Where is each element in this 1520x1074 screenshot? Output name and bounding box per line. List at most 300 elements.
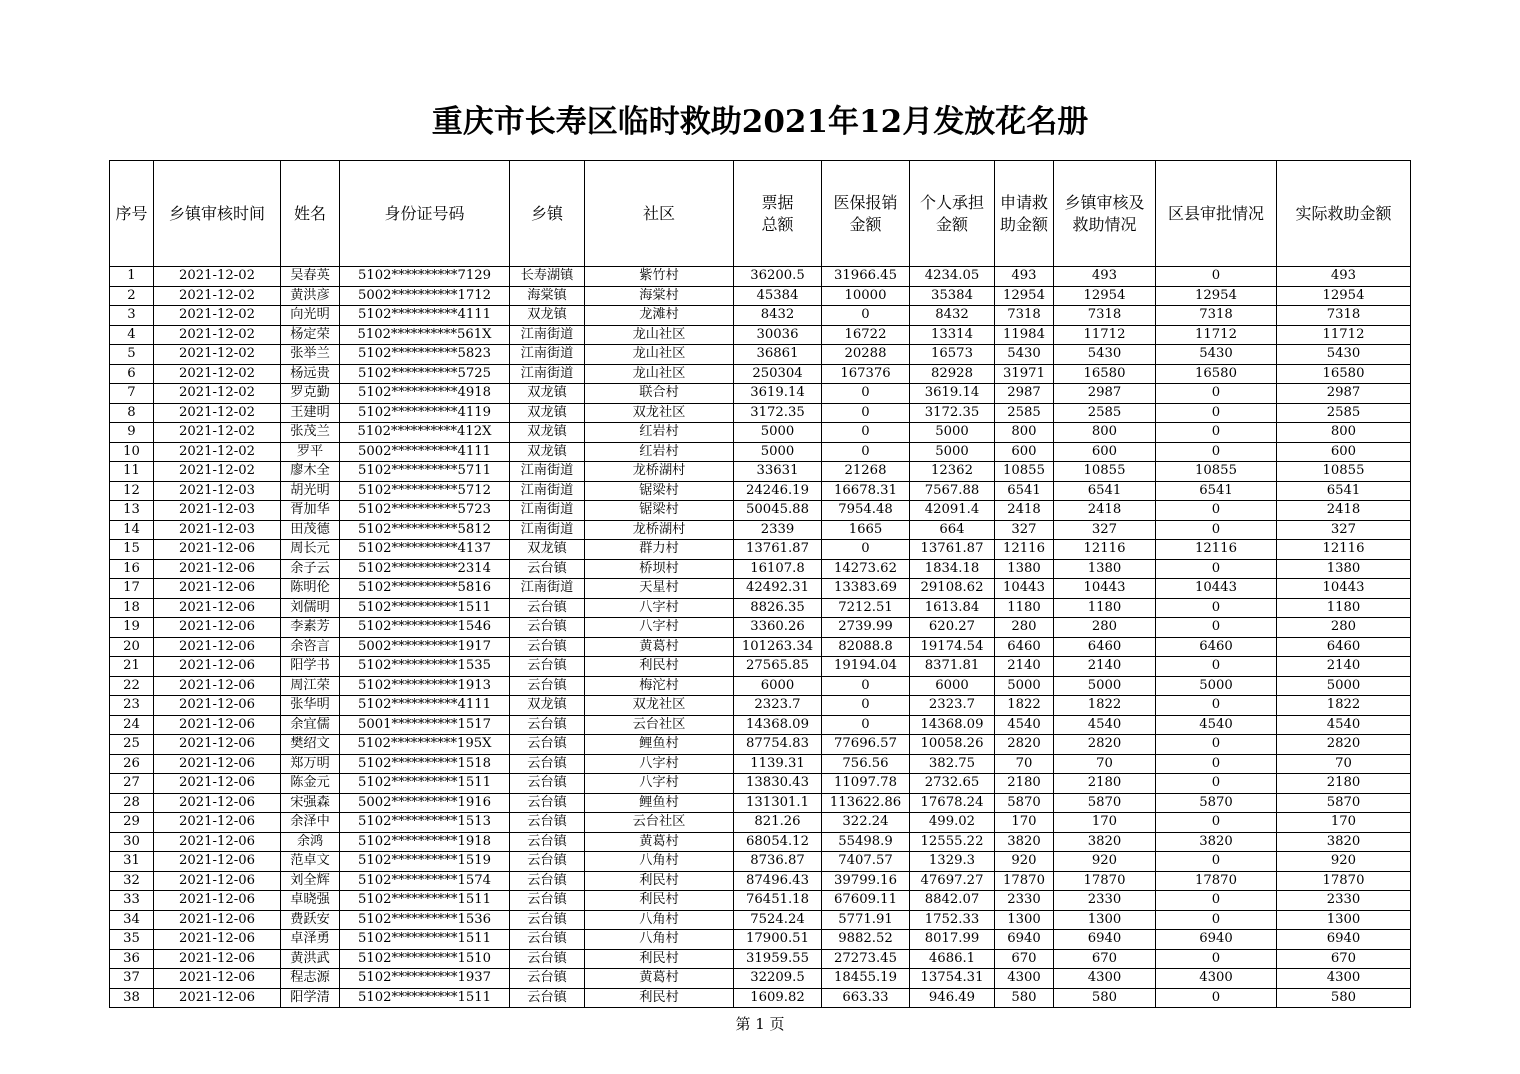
table-cell: 2739.99 (822, 618, 910, 638)
table-cell: 756.56 (822, 754, 910, 774)
table-cell: 8432 (910, 306, 995, 326)
table-cell: 77696.57 (822, 735, 910, 755)
table-cell: 2330 (1277, 891, 1411, 911)
table-cell: 5102**********1535 (340, 657, 510, 677)
table-cell: 4540 (1277, 715, 1411, 735)
table-cell: 16580 (1156, 364, 1277, 384)
table-cell: 4300 (1054, 969, 1156, 989)
table-cell: 2732.65 (910, 774, 995, 794)
table-cell: 0 (822, 442, 910, 462)
table-cell: 167376 (822, 364, 910, 384)
column-header: 实际救助金额 (1277, 161, 1411, 267)
table-cell: 云台镇 (510, 754, 585, 774)
table-cell: 0 (822, 403, 910, 423)
table-cell: 利民村 (585, 988, 734, 1008)
table-cell: 胥加华 (281, 501, 340, 521)
table-row (110, 520, 1411, 540)
table-cell: 30036 (734, 325, 822, 345)
table-cell: 2021-12-02 (154, 325, 281, 345)
table-cell: 21268 (822, 462, 910, 482)
table-row (110, 696, 1411, 716)
table-cell: 云台镇 (510, 676, 585, 696)
table-cell: 3820 (1054, 832, 1156, 852)
table-cell: 70 (995, 754, 1054, 774)
table-cell: 17678.24 (910, 793, 995, 813)
table-cell: 2021-12-03 (154, 520, 281, 540)
table-cell: 4540 (995, 715, 1054, 735)
table-cell: 12555.22 (910, 832, 995, 852)
table-cell: 5000 (1054, 676, 1156, 696)
table-cell: 600 (1277, 442, 1411, 462)
table-cell: 382.75 (910, 754, 995, 774)
header-row (110, 161, 1411, 267)
table-cell: 0 (822, 696, 910, 716)
table-cell: 2987 (995, 384, 1054, 404)
table-cell: 云台镇 (510, 813, 585, 833)
table-row (110, 891, 1411, 911)
table-cell: 2021-12-06 (154, 949, 281, 969)
table-cell: 42492.31 (734, 579, 822, 599)
table-cell: 17870 (1054, 871, 1156, 891)
table-cell: 1609.82 (734, 988, 822, 1008)
table-cell: 11712 (1054, 325, 1156, 345)
table-cell: 5102**********1511 (340, 930, 510, 950)
table-cell: 42091.4 (910, 501, 995, 521)
table-cell: 云台镇 (510, 559, 585, 579)
table-cell: 向光明 (281, 306, 340, 326)
table-cell: 5102**********5712 (340, 481, 510, 501)
table-cell: 1613.84 (910, 598, 995, 618)
table-cell: 4234.05 (910, 267, 995, 287)
table-row (110, 345, 1411, 365)
table-cell: 卓晓强 (281, 891, 340, 911)
table-cell: 5000 (1277, 676, 1411, 696)
table-cell: 327 (1277, 520, 1411, 540)
table-cell: 6460 (1277, 637, 1411, 657)
table-cell: 4540 (1054, 715, 1156, 735)
table-cell: 1300 (995, 910, 1054, 930)
table-cell: 2021-12-06 (154, 793, 281, 813)
table-cell: 12954 (995, 286, 1054, 306)
table-cell: 8017.99 (910, 930, 995, 950)
table-cell: 13754.31 (910, 969, 995, 989)
table-cell: 群力村 (585, 540, 734, 560)
table-cell: 30 (110, 832, 154, 852)
table-cell: 493 (1054, 267, 1156, 287)
table-cell: 5102**********5823 (340, 345, 510, 365)
table-cell: 0 (1156, 598, 1277, 618)
table-row (110, 832, 1411, 852)
table-cell: 70 (1277, 754, 1411, 774)
table-cell: 33 (110, 891, 154, 911)
table-cell: 821.26 (734, 813, 822, 833)
table-cell: 16 (110, 559, 154, 579)
table-cell: 2021-12-06 (154, 676, 281, 696)
table-cell: 张举兰 (281, 345, 340, 365)
table-cell: 2021-12-02 (154, 345, 281, 365)
table-cell: 15 (110, 540, 154, 560)
table-cell: 19174.54 (910, 637, 995, 657)
table-cell: 云台镇 (510, 637, 585, 657)
table-cell: 云台镇 (510, 930, 585, 950)
table-cell: 4540 (1156, 715, 1277, 735)
table-cell: 余鸿 (281, 832, 340, 852)
table-cell: 锯梁村 (585, 481, 734, 501)
table-cell: 5102**********7129 (340, 267, 510, 287)
table-cell: 12116 (995, 540, 1054, 560)
table-cell: 2021-12-06 (154, 598, 281, 618)
table-cell: 36 (110, 949, 154, 969)
table-cell: 70 (1054, 754, 1156, 774)
table-cell: 13761.87 (910, 540, 995, 560)
table-cell: 20288 (822, 345, 910, 365)
table-cell: 38 (110, 988, 154, 1008)
table-cell: 5102**********5725 (340, 364, 510, 384)
table-cell: 5102**********1513 (340, 813, 510, 833)
table-cell: 江南街道 (510, 345, 585, 365)
table-cell: 2330 (995, 891, 1054, 911)
table-cell: 云台社区 (585, 715, 734, 735)
table-cell: 24 (110, 715, 154, 735)
table-cell: 4 (110, 325, 154, 345)
table-cell: 22 (110, 676, 154, 696)
table-cell: 5102**********1510 (340, 949, 510, 969)
table-cell: 5000 (910, 442, 995, 462)
table-cell: 280 (1054, 618, 1156, 638)
table-cell: 31971 (995, 364, 1054, 384)
table-cell: 2021-12-06 (154, 813, 281, 833)
table-cell: 27 (110, 774, 154, 794)
table-cell: 5102**********4119 (340, 403, 510, 423)
table-cell: 0 (1156, 403, 1277, 423)
table-row (110, 462, 1411, 482)
table-cell: 5870 (1156, 793, 1277, 813)
table-cell: 阳学书 (281, 657, 340, 677)
table-cell: 云台镇 (510, 657, 585, 677)
table-row (110, 384, 1411, 404)
table-cell: 2021-12-02 (154, 286, 281, 306)
table-cell: 陈金元 (281, 774, 340, 794)
table-cell: 4686.1 (910, 949, 995, 969)
table-cell: 5102**********4137 (340, 540, 510, 560)
table-cell: 5102**********1913 (340, 676, 510, 696)
table-cell: 5102**********1546 (340, 618, 510, 638)
table-cell: 670 (995, 949, 1054, 969)
table-cell: 5102**********1511 (340, 598, 510, 618)
table-cell: 0 (1156, 618, 1277, 638)
table-cell: 2021-12-03 (154, 501, 281, 521)
table-cell: 35384 (910, 286, 995, 306)
table-cell: 利民村 (585, 871, 734, 891)
table-cell: 13830.43 (734, 774, 822, 794)
table-cell: 580 (995, 988, 1054, 1008)
table-cell: 17900.51 (734, 930, 822, 950)
table-cell: 梅沱村 (585, 676, 734, 696)
table-cell: 程志源 (281, 969, 340, 989)
table-row (110, 637, 1411, 657)
table-cell: 2021-12-02 (154, 403, 281, 423)
table-cell: 800 (1277, 423, 1411, 443)
table-cell: 946.49 (910, 988, 995, 1008)
table-cell: 4300 (1277, 969, 1411, 989)
table-cell: 19 (110, 618, 154, 638)
table-cell: 8842.07 (910, 891, 995, 911)
table-header (110, 161, 1411, 267)
table-cell: 海棠镇 (510, 286, 585, 306)
table-cell: 1139.31 (734, 754, 822, 774)
table-cell: 0 (1156, 813, 1277, 833)
table-cell: 920 (995, 852, 1054, 872)
table-cell: 10443 (1156, 579, 1277, 599)
table-row (110, 286, 1411, 306)
table-cell: 76451.18 (734, 891, 822, 911)
table-cell: 3172.35 (910, 403, 995, 423)
table-cell: 2021-12-06 (154, 988, 281, 1008)
table-cell: 黄葛村 (585, 969, 734, 989)
column-header: 身份证号码 (340, 161, 510, 267)
table-cell: 10058.26 (910, 735, 995, 755)
table-cell: 2987 (1054, 384, 1156, 404)
table-cell: 7524.24 (734, 910, 822, 930)
table-cell: 0 (1156, 735, 1277, 755)
table-cell: 8371.81 (910, 657, 995, 677)
table-cell: 八字村 (585, 774, 734, 794)
table-cell: 6460 (1054, 637, 1156, 657)
table-cell: 16573 (910, 345, 995, 365)
table-cell: 17 (110, 579, 154, 599)
table-cell: 327 (1054, 520, 1156, 540)
table-cell: 11712 (1156, 325, 1277, 345)
table-cell: 82928 (910, 364, 995, 384)
table-cell: 双龙镇 (510, 403, 585, 423)
table-row (110, 657, 1411, 677)
table-cell: 2140 (1277, 657, 1411, 677)
table-cell: 双龙社区 (585, 403, 734, 423)
table-cell: 云台镇 (510, 910, 585, 930)
table-cell: 1822 (1054, 696, 1156, 716)
table-cell: 5002**********1712 (340, 286, 510, 306)
table-cell: 吴春英 (281, 267, 340, 287)
table-cell: 2021-12-06 (154, 930, 281, 950)
table-cell: 5000 (734, 423, 822, 443)
table-cell: 0 (1156, 501, 1277, 521)
table-cell: 87496.43 (734, 871, 822, 891)
table-cell: 云台社区 (585, 813, 734, 833)
table-cell: 江南街道 (510, 462, 585, 482)
table-cell: 黄葛村 (585, 832, 734, 852)
table-cell: 刘儒明 (281, 598, 340, 618)
table-cell: 鲤鱼村 (585, 735, 734, 755)
table-cell: 双龙镇 (510, 384, 585, 404)
table-cell: 17870 (995, 871, 1054, 891)
table-cell: 170 (995, 813, 1054, 833)
table-cell: 28 (110, 793, 154, 813)
table-cell: 余泽中 (281, 813, 340, 833)
table-cell: 余子云 (281, 559, 340, 579)
table-cell: 10855 (1054, 462, 1156, 482)
table-cell: 12116 (1156, 540, 1277, 560)
table-cell: 37 (110, 969, 154, 989)
table-cell: 红岩村 (585, 423, 734, 443)
table-body (110, 267, 1411, 1008)
table-cell: 龙桥湖村 (585, 520, 734, 540)
table-cell: 2021-12-06 (154, 579, 281, 599)
table-cell: 云台镇 (510, 618, 585, 638)
table-cell: 5102**********5711 (340, 462, 510, 482)
table-cell: 刘全辉 (281, 871, 340, 891)
table-cell: 6940 (995, 930, 1054, 950)
table-cell: 87754.83 (734, 735, 822, 755)
table-cell: 宋强森 (281, 793, 340, 813)
table-row (110, 325, 1411, 345)
table-cell: 王建明 (281, 403, 340, 423)
table-cell: 2585 (1277, 403, 1411, 423)
table-cell: 云台镇 (510, 793, 585, 813)
table-cell: 0 (1156, 657, 1277, 677)
table-cell: 7318 (1277, 306, 1411, 326)
table-cell: 2021-12-06 (154, 871, 281, 891)
table-cell: 3820 (995, 832, 1054, 852)
table-cell: 25 (110, 735, 154, 755)
table-cell: 鲤鱼村 (585, 793, 734, 813)
table-cell: 5000 (995, 676, 1054, 696)
table-cell: 双龙镇 (510, 540, 585, 560)
table-cell: 55498.9 (822, 832, 910, 852)
table-cell: 2820 (995, 735, 1054, 755)
table-cell: 2140 (1054, 657, 1156, 677)
table-cell: 322.24 (822, 813, 910, 833)
table-row (110, 423, 1411, 443)
table-cell: 3360.26 (734, 618, 822, 638)
table-cell: 10855 (1277, 462, 1411, 482)
table-cell: 12362 (910, 462, 995, 482)
table-cell: 5102**********1918 (340, 832, 510, 852)
table-cell: 8 (110, 403, 154, 423)
table-cell: 2323.7 (910, 696, 995, 716)
table-cell: 江南街道 (510, 325, 585, 345)
table-cell: 13314 (910, 325, 995, 345)
table-cell: 23 (110, 696, 154, 716)
table-cell: 18455.19 (822, 969, 910, 989)
table-cell: 493 (995, 267, 1054, 287)
table-cell: 20 (110, 637, 154, 657)
table-cell: 3820 (1277, 832, 1411, 852)
table-cell: 29108.62 (910, 579, 995, 599)
table-cell: 13383.69 (822, 579, 910, 599)
table-row (110, 813, 1411, 833)
table-cell: 3619.14 (734, 384, 822, 404)
table-cell: 周长元 (281, 540, 340, 560)
table-cell: 12 (110, 481, 154, 501)
table-cell: 5 (110, 345, 154, 365)
table-cell: 21 (110, 657, 154, 677)
table-cell: 黄葛村 (585, 637, 734, 657)
table-cell: 0 (1156, 852, 1277, 872)
table-cell: 9882.52 (822, 930, 910, 950)
table-cell: 6000 (734, 676, 822, 696)
table-cell: 八字村 (585, 598, 734, 618)
table-cell: 4300 (995, 969, 1054, 989)
table-cell: 7 (110, 384, 154, 404)
table-cell: 2820 (1277, 735, 1411, 755)
table-cell: 5102**********1511 (340, 988, 510, 1008)
table-cell: 2418 (1054, 501, 1156, 521)
table-cell: 云台镇 (510, 969, 585, 989)
table-cell: 5102**********4111 (340, 696, 510, 716)
table-cell: 云台镇 (510, 715, 585, 735)
table-cell: 余咨言 (281, 637, 340, 657)
table-cell: 5102**********1518 (340, 754, 510, 774)
table-cell: 2021-12-02 (154, 462, 281, 482)
table-cell: 利民村 (585, 657, 734, 677)
table-cell: 云台镇 (510, 871, 585, 891)
table-cell: 6460 (1156, 637, 1277, 657)
table-cell: 2585 (1054, 403, 1156, 423)
table-cell: 5102**********561X (340, 325, 510, 345)
table-row (110, 618, 1411, 638)
table-cell: 5430 (1277, 345, 1411, 365)
table-cell: 罗克勤 (281, 384, 340, 404)
table-cell: 杨定荣 (281, 325, 340, 345)
table-cell: 10000 (822, 286, 910, 306)
table-cell: 天星村 (585, 579, 734, 599)
table-cell: 6940 (1054, 930, 1156, 950)
table-cell: 12116 (1277, 540, 1411, 560)
table-cell: 580 (1277, 988, 1411, 1008)
table-cell: 利民村 (585, 891, 734, 911)
table-cell: 2021-12-06 (154, 969, 281, 989)
table-cell: 樊绍文 (281, 735, 340, 755)
table-cell: 5102**********4918 (340, 384, 510, 404)
table-cell: 2021-12-06 (154, 637, 281, 657)
table-cell: 0 (1156, 910, 1277, 930)
column-header: 乡镇审核及 救助情况 (1054, 161, 1156, 267)
table-cell: 2180 (995, 774, 1054, 794)
table-cell: 5102**********5723 (340, 501, 510, 521)
table-cell: 5102**********5812 (340, 520, 510, 540)
table-cell: 0 (822, 423, 910, 443)
table-cell: 5102**********1511 (340, 774, 510, 794)
table-cell: 670 (1277, 949, 1411, 969)
table-cell: 31959.55 (734, 949, 822, 969)
table-row (110, 403, 1411, 423)
table-row (110, 267, 1411, 287)
table-cell: 10443 (1277, 579, 1411, 599)
table-cell: 1380 (995, 559, 1054, 579)
table-cell: 6940 (1277, 930, 1411, 950)
column-header: 区县审批情况 (1156, 161, 1277, 267)
table-cell: 0 (1156, 267, 1277, 287)
table-cell: 33631 (734, 462, 822, 482)
table-cell: 7318 (1054, 306, 1156, 326)
table-row (110, 871, 1411, 891)
column-header: 序号 (110, 161, 154, 267)
table-cell: 5002**********1916 (340, 793, 510, 813)
table-cell: 12954 (1054, 286, 1156, 306)
table-cell: 47697.27 (910, 871, 995, 891)
column-header: 社区 (585, 161, 734, 267)
table-cell: 6940 (1156, 930, 1277, 950)
table-cell: 6541 (1277, 481, 1411, 501)
table-cell: 2021-12-02 (154, 306, 281, 326)
table-cell: 3172.35 (734, 403, 822, 423)
table-row (110, 774, 1411, 794)
table-cell: 1752.33 (910, 910, 995, 930)
table-cell: 利民村 (585, 949, 734, 969)
table-cell: 5102**********1937 (340, 969, 510, 989)
table-cell: 2330 (1054, 891, 1156, 911)
table-cell: 2021-12-06 (154, 715, 281, 735)
